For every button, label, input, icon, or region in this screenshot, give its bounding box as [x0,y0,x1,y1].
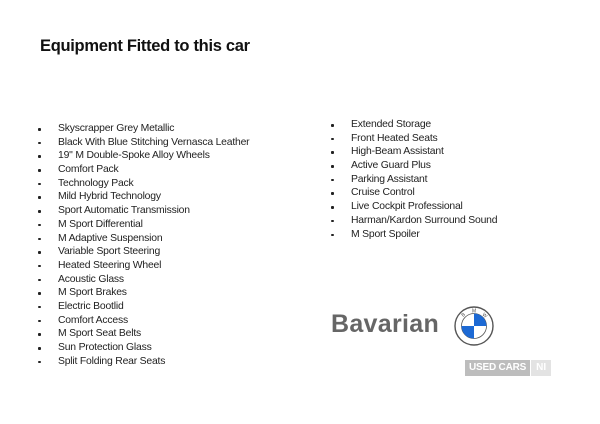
list-item: Cruise Control [331,186,497,200]
list-item: Live Cockpit Professional [331,200,497,214]
list-item: Active Guard Plus [331,159,497,173]
bullet-icon [38,224,41,227]
bullet-icon [38,169,41,172]
equipment-list-left [38,122,249,368]
equipment-list-right [331,118,497,241]
bullet-icon [38,142,41,145]
list-item: Comfort Access [38,314,249,328]
bullet-icon [331,234,334,237]
list-item: High-Beam Assistant [331,145,497,159]
dealer-brand-name: Bavarian [331,310,440,338]
badge-used-cars: USED CARS [465,360,530,376]
svg-text:B: B [460,311,467,319]
list-item: 19" M Double-Spoke Alloy Wheels [38,149,249,163]
list-item: Heated Steering Wheel [38,259,249,273]
list-item: M Sport Differential [38,218,249,232]
bullet-icon [331,220,334,223]
bullet-icon [38,279,41,282]
list-item: Skyscrapper Grey Metallic [38,122,249,136]
bullet-icon [38,238,41,241]
list-item: M Sport Seat Belts [38,327,249,341]
bmw-roundel-icon [454,306,494,346]
bullet-icon [38,183,41,186]
list-item: M Sport Spoiler [331,228,497,242]
list-item: Extended Storage [331,118,497,132]
bullet-icon [38,333,41,336]
bullet-icon [38,251,41,254]
bullet-icon [38,292,41,295]
bullet-icon [331,165,334,168]
list-item: Technology Pack [38,177,249,191]
list-item: Comfort Pack [38,163,249,177]
bullet-icon [38,347,41,350]
list-item: M Adaptive Suspension [38,232,249,246]
badge-region: NI [531,360,551,376]
svg-text:W: W [480,311,489,320]
bullet-icon [38,265,41,268]
bullet-icon [331,179,334,182]
bullet-icon [38,320,41,323]
bullet-icon [331,206,334,209]
bullet-icon [331,151,334,154]
bullet-icon [331,138,334,141]
list-item: Mild Hybrid Technology [38,190,249,204]
bullet-icon [38,155,41,158]
list-item: M Sport Brakes [38,286,249,300]
bullet-icon [331,124,334,127]
bullet-icon [38,196,41,199]
list-item: Harman/Kardon Surround Sound [331,214,497,228]
list-item: Sport Automatic Transmission [38,204,249,218]
bullet-icon [38,128,41,131]
bullet-icon [38,306,41,309]
bullet-icon [331,192,334,195]
bullet-icon [38,210,41,213]
list-item: Electric Bootlid [38,300,249,314]
list-item: Sun Protection Glass [38,341,249,355]
page-title: Equipment Fitted to this car [40,37,250,55]
list-item: Variable Sport Steering [38,245,249,259]
list-item: Acoustic Glass [38,273,249,287]
list-item: Black With Blue Stitching Vernasca Leather [38,136,249,150]
list-item: Front Heated Seats [331,132,497,146]
bullet-icon [38,361,41,364]
list-item: Parking Assistant [331,173,497,187]
list-item: Split Folding Rear Seats [38,355,249,369]
used-cars-badge [465,360,551,376]
svg-text:M: M [472,308,477,315]
